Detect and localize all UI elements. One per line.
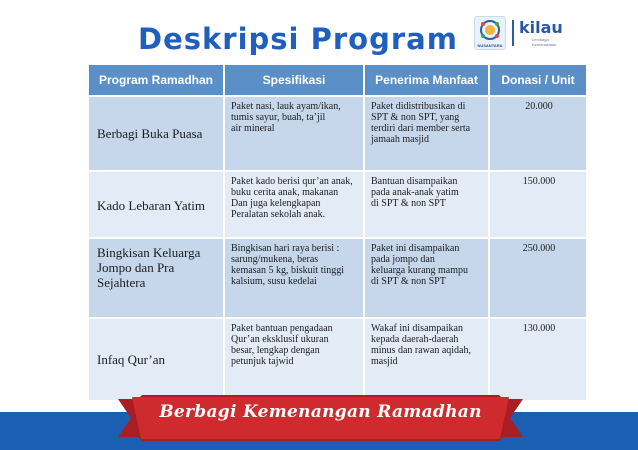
cell-penerima-line: minus dan rawan aqidah, — [371, 344, 471, 356]
cell-penerima-line: SPT & non SPT, yang — [371, 112, 460, 123]
cell-donasi: 150.000 — [489, 171, 586, 239]
table-header-row — [89, 65, 586, 96]
logo-badge-text: NUSANTARA — [477, 43, 503, 48]
cell-donasi: 250.000 — [489, 238, 586, 318]
cell-penerima-line: masjid — [371, 355, 398, 367]
header-penerima: Penerima Manfaat — [364, 65, 489, 96]
cell-penerima — [364, 171, 489, 239]
header-donasi: Donasi / Unit — [489, 65, 586, 96]
cell-penerima-line: Wakaf ini disampaikan — [371, 322, 463, 334]
logo-brand-sub — [532, 37, 556, 47]
cell-spesifikasi-line: Qur’an eksklusif ukuran — [231, 333, 329, 345]
cell-penerima-line: jamaah masjid — [371, 134, 430, 145]
cell-penerima — [364, 96, 489, 171]
header-program: Program Ramadhan — [89, 65, 224, 96]
banner-text: Berbagi Kemenangan Ramadhan — [159, 402, 482, 422]
cell-spesifikasi-line: kalsium, susu kedelai — [231, 276, 317, 288]
cell-spesifikasi-line: Paket bantuan pengadaan — [231, 322, 333, 334]
cell-spesifikasi-line: Peralatan sekolah anak. — [231, 208, 326, 220]
cell-spesifikasi-line: buku cerita anak, makanan — [231, 186, 339, 198]
cell-penerima — [364, 318, 489, 400]
cell-spesifikasi — [224, 238, 364, 318]
cell-spesifikasi — [224, 96, 364, 171]
cell-spesifikasi-line: Bingkisan hari raya berisi : — [231, 243, 340, 255]
cell-spesifikasi-line: sarung/mukena, beras — [231, 254, 319, 266]
logo-sub-line-1: Lembaga — [532, 37, 549, 42]
cell-spesifikasi-line: besar, lengkap dengan — [231, 344, 320, 356]
logo-badge-icon — [474, 16, 506, 50]
cell-penerima-line: di SPT & non SPT — [371, 276, 446, 288]
cell-penerima-line: Bantuan disampaikan — [371, 175, 458, 187]
cell-program-line: Sejahtera — [97, 275, 146, 291]
cell-spesifikasi — [224, 318, 364, 400]
cell-program — [89, 318, 224, 400]
cell-penerima-line: terdiri dari member serta — [371, 123, 471, 134]
cell-spesifikasi-line: Dan juga kelengkapan — [231, 197, 321, 209]
cell-spesifikasi — [224, 171, 364, 239]
kilau-logo — [474, 16, 574, 56]
cell-spesifikasi-line: Paket kado berisi qur’an anak, — [231, 175, 353, 187]
cell-spesifikasi-line: Paket nasi, lauk ayam/ikan, — [231, 101, 341, 112]
cell-program-line: Bingkisan Keluarga — [97, 245, 201, 261]
program-table — [89, 65, 586, 400]
cell-penerima-line: di SPT & non SPT — [371, 197, 446, 209]
cell-program-line: Berbagi Buka Puasa — [97, 126, 203, 142]
cell-penerima-line: kepada daerah-daerah — [371, 333, 459, 345]
cell-donasi: 130.000 — [489, 318, 586, 400]
logo-brand: kilau — [519, 18, 563, 37]
logo-divider — [512, 20, 514, 46]
cell-spesifikasi-line: air mineral — [231, 123, 275, 134]
table-row — [89, 238, 586, 318]
cell-program — [89, 96, 224, 171]
cell-program-line: Infaq Qur’an — [97, 352, 165, 368]
cell-penerima-line: pada anak-anak yatim — [371, 186, 459, 198]
cell-spesifikasi-line: kemasan 5 kg, biskuit tinggi — [231, 265, 345, 277]
cell-donasi: 20.000 — [489, 96, 586, 171]
header-spesifikasi: Spesifikasi — [224, 65, 364, 96]
logo-sub-line-2: Kemanusiaan — [532, 42, 557, 47]
cell-penerima — [364, 238, 489, 318]
cell-penerima-line: Paket didistribusikan di — [371, 101, 466, 112]
cell-spesifikasi-line: tumis sayur, buah, ta’jil — [231, 112, 326, 123]
cell-program — [89, 171, 224, 239]
table-row — [89, 96, 586, 171]
table-row — [89, 318, 586, 400]
cell-spesifikasi-line: petunjuk tajwid — [231, 355, 294, 367]
cell-program — [89, 238, 224, 318]
cell-program-line: Jompo dan Pra — [97, 260, 175, 276]
cell-penerima-line: keluarga kurang mampu — [371, 265, 469, 277]
table-row — [89, 171, 586, 239]
cell-penerima-line: pada jompo dan — [371, 254, 435, 266]
page-title: Deskripsi Program — [138, 22, 458, 56]
cell-penerima-line: Paket ini disampaikan — [371, 243, 460, 255]
cell-program-line: Kado Lebaran Yatim — [97, 197, 205, 213]
